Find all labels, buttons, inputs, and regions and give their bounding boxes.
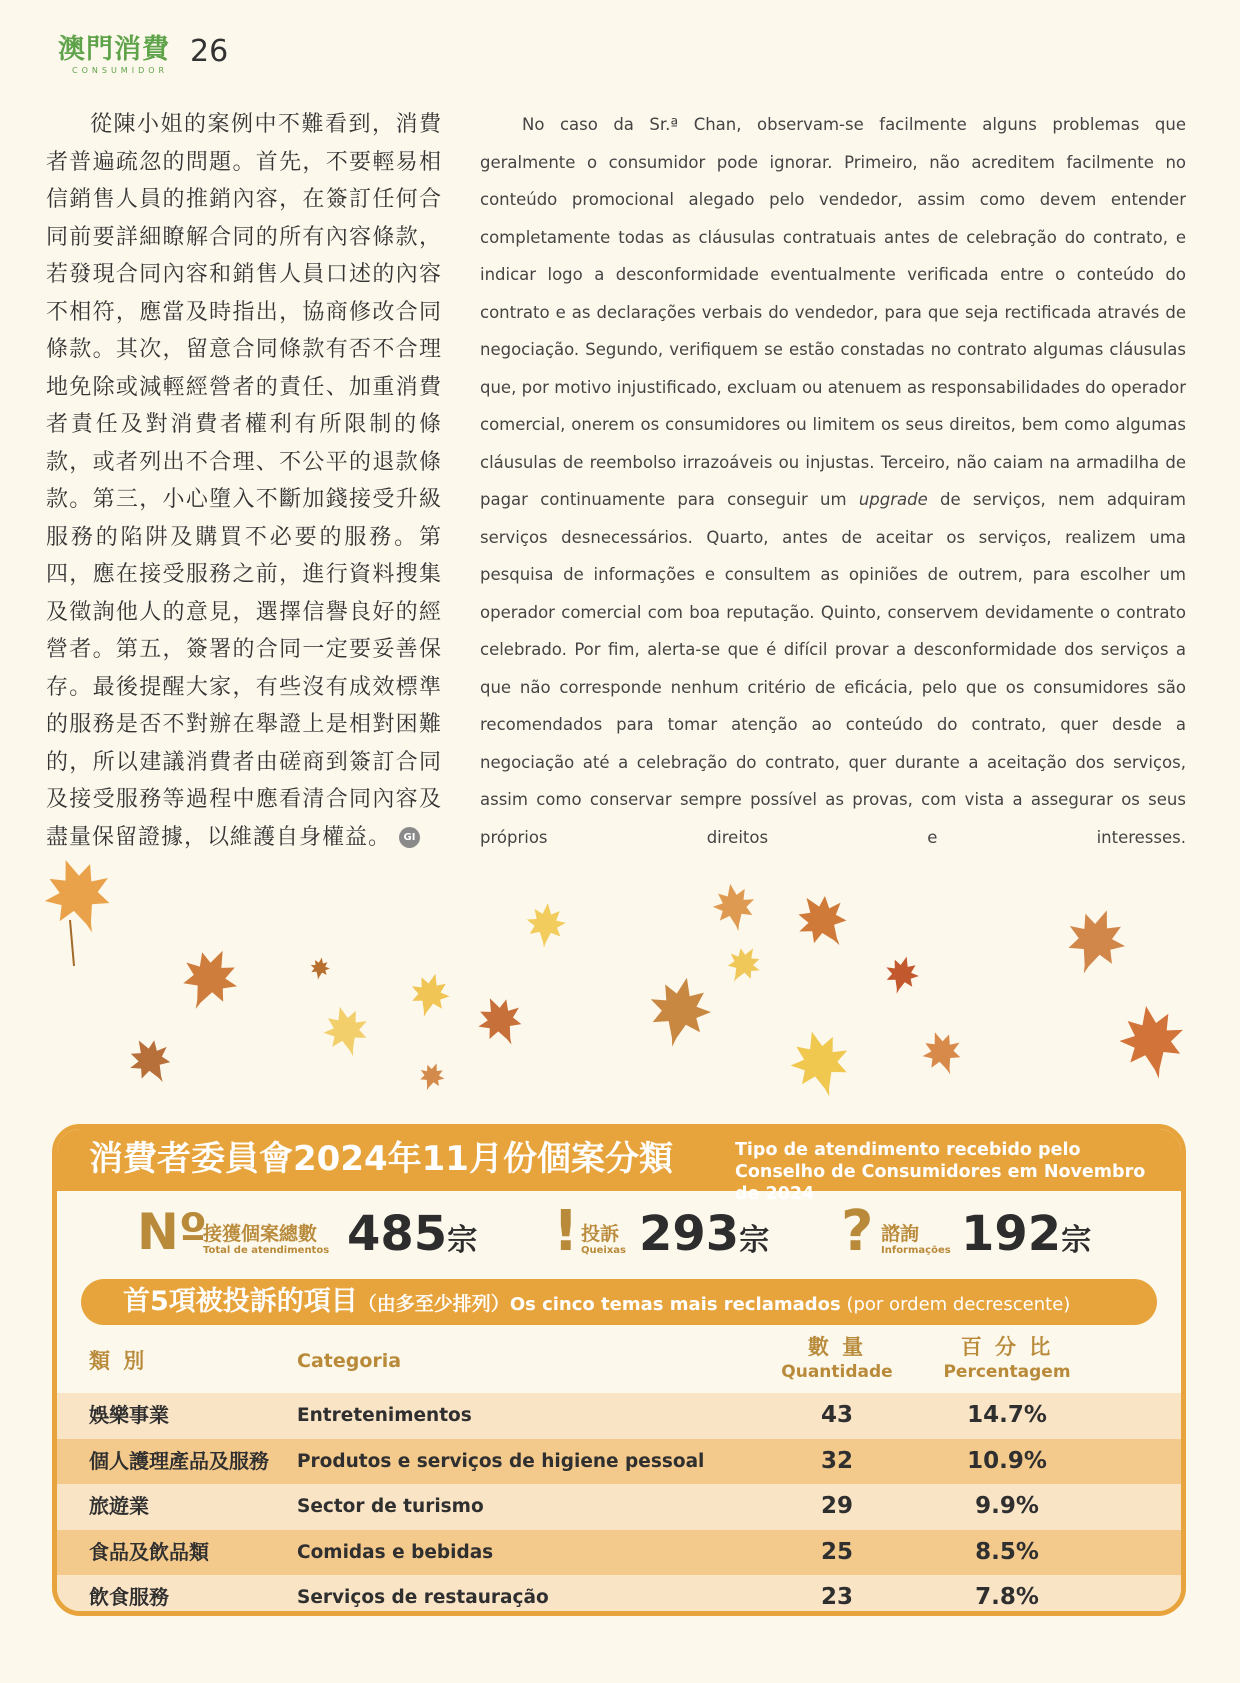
subtitle-portuguese: Os cinco temas mais reclamados bbox=[509, 1294, 841, 1315]
number-sign-icon: Nº bbox=[137, 1203, 208, 1261]
leaf-icon bbox=[121, 1030, 181, 1093]
row-category-pt: Entretenimentos bbox=[297, 1405, 472, 1426]
magazine-logo bbox=[58, 34, 176, 76]
row-quantity: 43 bbox=[820, 1402, 853, 1428]
leaf-icon bbox=[170, 939, 248, 1021]
stat-complaints-number: 293 bbox=[639, 1206, 740, 1262]
stat-total-unit: 宗 bbox=[447, 1223, 478, 1258]
stats-row bbox=[57, 1191, 1181, 1279]
leaf-icon bbox=[415, 1059, 449, 1095]
stat-inquiries-label-zh: 諮詢 bbox=[881, 1223, 920, 1245]
row-category-pt: Produtos e serviços de higiene pessoal bbox=[297, 1450, 705, 1472]
leaf-icon bbox=[1114, 1000, 1190, 1084]
stat-complaints-unit: 宗 bbox=[739, 1223, 770, 1258]
leaf-icon bbox=[719, 940, 767, 990]
stat-total bbox=[137, 1199, 478, 1269]
table-row bbox=[57, 1484, 1181, 1530]
row-category-zh: 飲食服務 bbox=[89, 1585, 169, 1610]
column-header-category-pt-text: Categoria bbox=[297, 1350, 402, 1372]
gi-logo-icon: GI bbox=[399, 827, 420, 848]
panel-title-chinese: 消費者委員會2024年11月份個案分類 bbox=[89, 1139, 673, 1179]
column-header-quantity-pt: Quantidade bbox=[781, 1362, 893, 1382]
leaf-icon bbox=[786, 883, 860, 959]
row-category-zh: 娛樂事業 bbox=[89, 1403, 169, 1427]
leaf-icon bbox=[405, 969, 454, 1022]
column-header-category-pt bbox=[297, 1347, 401, 1375]
question-icon: ? bbox=[841, 1199, 874, 1264]
leaf-icon bbox=[642, 971, 717, 1053]
column-header-percentage-pt: Percentagem bbox=[943, 1362, 1071, 1382]
row-category-zh: 旅遊業 bbox=[89, 1494, 149, 1519]
stat-complaints bbox=[553, 1199, 783, 1269]
row-quantity: 25 bbox=[820, 1538, 853, 1565]
complaints-table-body bbox=[57, 1393, 1181, 1616]
article-portuguese-column bbox=[480, 106, 1186, 856]
row-category-pt: Serviços de restauração bbox=[297, 1587, 549, 1609]
stat-inquiries bbox=[841, 1199, 1141, 1269]
stat-total-number: 485 bbox=[347, 1206, 448, 1262]
article-chinese-column bbox=[46, 106, 442, 856]
leaf-icon bbox=[470, 989, 532, 1054]
row-quantity: 23 bbox=[820, 1584, 853, 1611]
logo-subtitle: CONSUMIDOR bbox=[72, 66, 169, 75]
row-percentage: 10.9% bbox=[967, 1447, 1047, 1474]
stat-complaints-label-pt: Queixas bbox=[581, 1245, 626, 1256]
row-quantity: 32 bbox=[820, 1447, 853, 1474]
leaf-icon bbox=[709, 880, 759, 935]
column-header-category-zh bbox=[89, 1347, 147, 1375]
article-portuguese-text-a: No caso da Sr.ª Chan, observam-se facilmente alguns problemas que geralmente o consumidor pode ignorar. Primeiro, não acreditem facilmente no conteúdo promocional alegado pelo vendedor, assim como devem entender completamente todas as cláusulas contratuais antes de celebração do contrato, e indicar logo a desconformidade eventualmente verificada entre o conteúdo do contrato e as declarações verbais do vendedor, para que seja rectificada através de negociação. Segundo, verifiquem se estão constadas no contrato algumas cláusulas que, por motivo injustificado, excluam ou atenuem as responsabilidades do operador comercial, onerem os consumidores ou limitem os seus direitos, bem como algumas cláusulas de reembolso irrazoáveis ou injustas. Terceiro, não caiam na armadilha de pagar continuamente para conseguir um bbox=[480, 115, 1186, 509]
row-percentage: 8.5% bbox=[975, 1538, 1039, 1565]
stat-inquiries-unit: 宗 bbox=[1061, 1223, 1092, 1258]
table-header bbox=[57, 1333, 1181, 1393]
stat-complaints-value bbox=[639, 1203, 769, 1272]
stat-inquiries-value bbox=[961, 1203, 1091, 1272]
leaf-icon bbox=[308, 956, 331, 981]
subtitle-portuguese-note: (por ordem decrescente) bbox=[840, 1294, 1071, 1315]
stat-total-label-pt: Total de atendimentos bbox=[203, 1245, 330, 1256]
stat-total-value bbox=[347, 1203, 477, 1272]
case-statistics-panel bbox=[52, 1124, 1186, 1616]
leaf-icon bbox=[318, 1001, 375, 1062]
column-header-quantity-zh: 數 量 bbox=[807, 1335, 867, 1359]
stat-complaints-label-zh: 投訴 bbox=[581, 1223, 620, 1245]
stat-inquiries-label-pt: Informações bbox=[881, 1245, 951, 1256]
leaf-icon bbox=[880, 952, 922, 998]
article-portuguese-text-b: de serviços, nem adquiram serviços desnecessários. Quarto, antes de aceitar os serviços, realizem uma pesquisa de informações e consultem as opiniões de outrem, para escolher um operador comercial com boa reputação. Quinto, conservem devidamente o contrato celebrado. Por fim, alerta-se que é difícil provar a desconformidade dos serviços a que não corresponde nenhum critério de eficácia, pelo que os consumidores são recomendados para tomar atenção ao conteúdo do contrato, quer desde a negociação até a celebração do contrato, quer durante a aceitação dos serviços, assim como conservar sempre possível as provas, com vista a assegurar os seus próprios direitos e interesses. bbox=[480, 490, 1186, 847]
row-category-zh: 個人護理產品及服務 bbox=[89, 1448, 269, 1473]
leaf-icon bbox=[1056, 900, 1134, 983]
column-header-percentage-zh: 百 分 比 bbox=[960, 1335, 1054, 1359]
leaf-icon bbox=[783, 1024, 857, 1104]
exclamation-icon: ! bbox=[553, 1199, 579, 1264]
top-five-subtitle-bar bbox=[81, 1279, 1157, 1325]
column-header-category-zh-text: 類 別 bbox=[89, 1349, 148, 1373]
panel-header bbox=[57, 1129, 1181, 1204]
page-number: 26 bbox=[190, 34, 229, 69]
column-header-quantity bbox=[777, 1333, 897, 1383]
row-quantity: 29 bbox=[820, 1493, 853, 1520]
table-row bbox=[57, 1530, 1181, 1576]
stat-inquiries-number: 192 bbox=[961, 1206, 1062, 1262]
article-chinese-text: 從陳小姐的案例中不難看到，消費者普遍疏忽的問題。首先，不要輕易相信銷售人員的推銷內容，在簽訂任何合同前要詳細瞭解合同的所有內容條款，若發現合同內容和銷售人員口述的內容不相符，應當及時指出，協商修改合同條款。其次，留意合同條款有否不合理地免除或減輕經營者的責任、加重消費者責任及對消費者權利有所限制的條款，或者列出不合理、不公平的退款條款。第三，小心墮入不斷加錢接受升級服務的陷阱及購買不必要的服務。第四，應在接受服務之前，進行資料搜集及徵詢他人的意見，選擇信譽良好的經營者。第五，簽署的合同一定要妥善保存。最後提醒大家，有些沒有成效標準的服務是否不對辦在舉證上是相對困難的，所以建議消費者由磋商到簽訂合同及接受服務等過程中應看清合同內容及盡量保留證據，以維護自身權益。 bbox=[46, 112, 442, 850]
table-row bbox=[57, 1393, 1181, 1439]
column-header-percentage bbox=[937, 1333, 1077, 1383]
table-row bbox=[57, 1575, 1181, 1616]
panel-title-portuguese: Tipo de atendimento recebido pelo Conselho de Consumidores em Novembro de 2024 bbox=[735, 1140, 1146, 1204]
subtitle-chinese: 首5項被投訴的項目 bbox=[123, 1286, 358, 1317]
subtitle-chinese-note: （由多至少排列） bbox=[357, 1293, 510, 1315]
logo-title: 澳門消費 bbox=[58, 34, 170, 65]
leaf-icon bbox=[524, 901, 567, 949]
row-category-pt: Sector de turismo bbox=[297, 1496, 484, 1518]
row-percentage: 9.9% bbox=[975, 1493, 1039, 1520]
row-category-pt: Comidas e bebidas bbox=[297, 1541, 494, 1563]
article-portuguese-emphasis: upgrade bbox=[858, 490, 928, 509]
row-percentage: 14.7% bbox=[967, 1402, 1047, 1428]
table-row bbox=[57, 1439, 1181, 1485]
row-percentage: 7.8% bbox=[975, 1584, 1039, 1611]
row-category-zh: 食品及飲品類 bbox=[89, 1539, 209, 1564]
autumn-leaves-illustration bbox=[0, 860, 1240, 1110]
leaf-icon bbox=[916, 1026, 968, 1082]
stat-total-label-zh: 接獲個案總數 bbox=[203, 1223, 318, 1245]
leaf-icon bbox=[34, 860, 123, 966]
